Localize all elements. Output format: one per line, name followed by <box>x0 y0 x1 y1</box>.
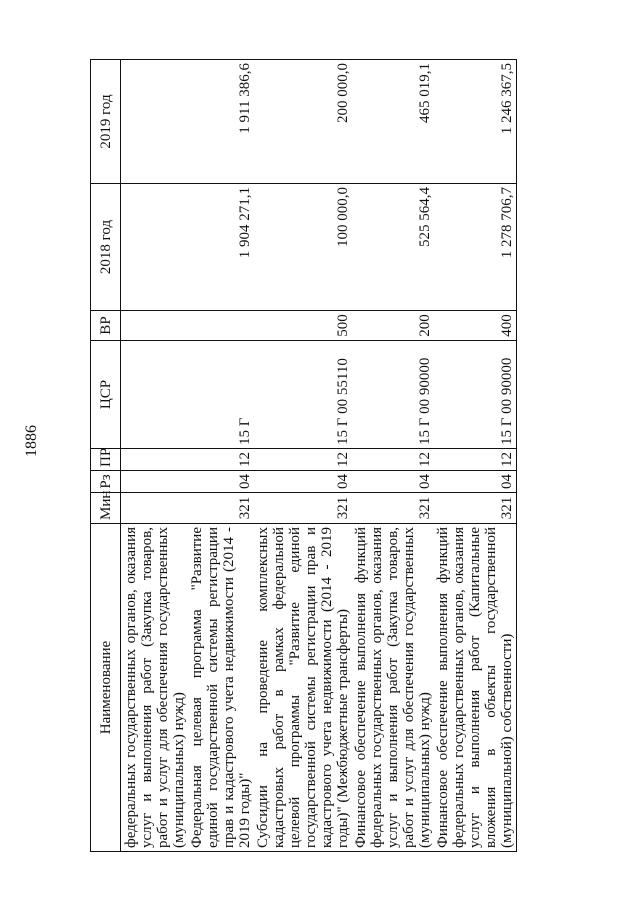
row-vr <box>188 311 254 341</box>
row-2018 <box>121 184 189 311</box>
row-csr: 15 Г <box>188 341 254 449</box>
row-min: 321 <box>254 493 352 524</box>
row-vr: 500 <box>254 311 352 341</box>
column-header-pr: ПР <box>91 449 121 471</box>
table-row <box>188 60 254 852</box>
row-rz: 04 <box>352 471 434 493</box>
row-2019: 1 911 386,6 <box>188 60 254 184</box>
row-rz: 04 <box>434 471 517 493</box>
budget-table <box>90 59 517 852</box>
column-header-2019: 2019 год <box>91 60 121 184</box>
row-pr: 12 <box>254 449 352 471</box>
row-name: Финансовое обеспечение выполнения функций федеральных государственных органов, оказания услуг и выполнения работ (Капитальные вложения в объекты государственной (муниципальной) собственности) <box>434 524 517 852</box>
row-min: 321 <box>188 493 254 524</box>
row-name: федеральных государственных органов, оказания услуг и выполнения работ (Закупка товаров, работ и услуг для обеспечения государственных (муниципальных) нужд) <box>121 524 189 852</box>
row-pr: 12 <box>188 449 254 471</box>
column-header-name: Наименование <box>91 524 121 852</box>
column-header-rz: Рз <box>91 471 121 493</box>
row-vr: 400 <box>434 311 517 341</box>
row-csr <box>121 341 189 449</box>
row-2018: 100 000,0 <box>254 184 352 311</box>
row-vr: 200 <box>352 311 434 341</box>
row-2019: 465 019,1 <box>352 60 434 184</box>
row-name: Субсидии на проведение комплексных кадастровых работ в рамках федеральной целевой программы "Развитие единой государственной системы регистрации прав и кадастрового учета недвижимости (2014 - 2019 годы)" (Межбюджетные трансферты) <box>254 524 352 852</box>
column-header-vr: ВР <box>91 311 121 341</box>
row-vr <box>121 311 189 341</box>
row-2019: 1 246 367,5 <box>434 60 517 184</box>
row-min: 321 <box>352 493 434 524</box>
column-header-csr: ЦСР <box>91 341 121 449</box>
row-min: 321 <box>434 493 517 524</box>
row-rz: 04 <box>254 471 352 493</box>
row-rz: 04 <box>188 471 254 493</box>
row-name: Финансовое обеспечение выполнения функций федеральных государственных органов, оказания услуг и выполнения работ (Закупка товаров, работ и услуг для обеспечения государственных (муниципальных) нужд) <box>352 524 434 852</box>
row-csr: 15 Г 00 90000 <box>434 341 517 449</box>
column-header-2018: 2018 год <box>91 184 121 311</box>
row-2018: 525 564,4 <box>352 184 434 311</box>
table-header-row <box>91 60 121 852</box>
row-pr: 12 <box>434 449 517 471</box>
row-rz <box>121 471 189 493</box>
row-2019 <box>121 60 189 184</box>
row-2018: 1 904 271,1 <box>188 184 254 311</box>
page-number: 1886 <box>23 425 40 457</box>
table-row <box>254 60 352 852</box>
table-row <box>434 60 517 852</box>
row-csr: 15 Г 00 55110 <box>254 341 352 449</box>
row-csr: 15 Г 00 90000 <box>352 341 434 449</box>
row-pr <box>121 449 189 471</box>
row-min <box>121 493 189 524</box>
budget-table-sheet <box>90 60 595 852</box>
row-name: Федеральная целевая программа "Развитие единой государственной системы регистрации прав и кадастрового учета недвижимости (2014 - 2019 годы)" <box>188 524 254 852</box>
row-2018: 1 278 706,7 <box>434 184 517 311</box>
table-row <box>352 60 434 852</box>
table-row <box>121 60 189 852</box>
row-2019: 200 000,0 <box>254 60 352 184</box>
row-pr: 12 <box>352 449 434 471</box>
column-header-min: Мин <box>91 493 121 524</box>
